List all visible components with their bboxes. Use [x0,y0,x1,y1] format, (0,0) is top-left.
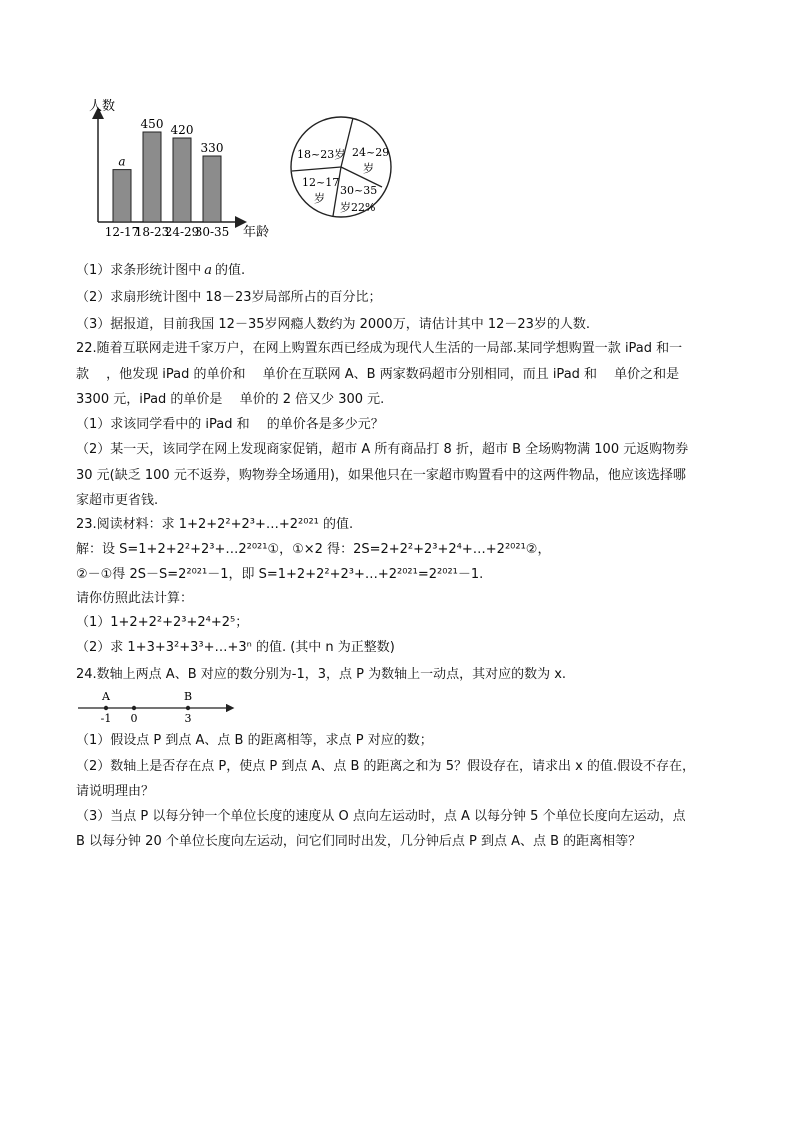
pie-label-12-17a: 12~17 [302,176,340,189]
q23-solution-line2: ②－①得 2S－S=2²⁰²¹－1，即 S=1+2+2²+2³+…+2²⁰²¹=2²⁰²¹－1. [76,567,484,582]
bar-category-label: 30-35 [194,225,230,239]
x-axis-label: 年龄 [243,225,270,240]
q21-part2: （2）求扇形统计图中 18－23岁局部所占的百分比； [76,290,382,305]
pie-label-18-23: 18~23岁 [297,148,346,161]
q23-title: 23.阅读材料：求 1+2+2²+2³+…+2²⁰²¹ 的值. [76,517,354,532]
bar-chart [86,92,286,242]
number-line-point-name: A [102,690,110,703]
number-line-tick-label: 3 [184,712,192,724]
q22-part2-line2: 30 元(缺乏 100 元不返券，购物券全场通用)，如果他只在一家超市购置看中的这两件物品，他应该选择哪 [76,468,686,483]
pie-label-24-29b: 岁 [363,162,374,175]
y-axis-label: 人数 [89,99,116,114]
bar-value-label: a [118,154,126,169]
number-line-point [104,706,108,710]
bar-30-35 [203,156,221,222]
q22-line3: 3300 元，iPad 的单价是 单价的 2 倍又少 300 元. [76,392,385,407]
bar-category-label: 24-29 [164,225,200,239]
number-line-point [132,706,136,710]
number-line-tick-label: -1 [100,712,112,724]
bar-12-17 [113,170,131,222]
q22-part2-line1: （2）某一天，该同学在网上发现商家促销，超市 A 所有商品打 8 折，超市 B 全场购物满 100 元返购物券 [76,442,689,457]
q24-title: 24.数轴上两点 A、B 对应的数分别为-1，3，点 P 为数轴上一动点，其对应的数为 x. [76,667,567,682]
q24-part2-line2: 请说明理由？ [76,784,155,799]
bar-24-29 [173,138,191,222]
number-line-point-name: B [183,690,193,703]
number-line-tick-label: 0 [130,712,138,724]
q21-part3: （3）据报道，目前我国 12－35岁网瘾人数约为 2000万，请估计其中 12－23岁的人数. [76,317,591,332]
q22-part1: （1）求该同学看中的 iPad 和 的单价各是多少元？ [76,417,384,432]
pie-label-30-35b: 岁22% [340,201,376,214]
pie-label-24-29a: 24~29 [352,146,390,159]
pie-label-30-35a: 30~35 [340,184,378,197]
q23-part1: （1）1+2+2²+2³+2⁴+2⁵； [76,615,249,630]
number-line [76,690,246,724]
q23-solution-line1: 解：设 S=1+2+2²+2³+…2²⁰²¹①，①×2 得：2S=2+2²+2³+2⁴+…+2²⁰²¹②， [76,542,551,557]
q21-part1: （1）求条形统计图中 a 的值. [76,263,246,278]
bar-18-23 [143,132,161,222]
pie-divider [292,167,341,171]
q24-part2-line1: （2）数轴上是否存在点 P，使点 P 到点 A、点 B 的距离之和为 5？假设存在，请求出 x 的值.假设不存在， [76,759,696,774]
q23-instruction: 请你仿照此法计算： [76,591,194,606]
q23-part2: （2）求 1+3+3²+3³+…+3ⁿ 的值. (其中 n 为正整数) [76,640,395,655]
number-line-point [186,706,190,710]
pie-label-12-17b: 岁 [314,192,325,205]
q24-part3-line2: B 以每分钟 20 个单位长度向左运动，问它们同时出发，几分钟后点 P 到点 A、点 B 的距离相等？ [76,834,642,849]
q24-part1: （1）假设点 P 到点 A、点 B 的距离相等，求点 P 对应的数； [76,733,433,748]
bar-value-label: 330 [200,141,224,155]
bar-value-label: 450 [140,117,164,131]
q24-part3-line1: （3）当点 P 以每分钟一个单位长度的速度从 O 点向左运动时，点 A 以每分钟 5 个单位长度向左运动，点 [76,809,686,824]
q22-line1: 22.随着互联网走进千家万户，在网上购置东西已经成为现代人生活的一局部.某同学想购置一款 iPad 和一 [76,341,683,356]
bar-category-label: 12-17 [104,225,140,239]
q22-line2: 款 ，他发现 iPad 的单价和 单价在互联网 A、B 两家数码超市分别相同，而且 iPad 和 单价之和是 [76,367,680,382]
bar-value-label: 420 [170,123,194,137]
q22-part2-line3: 家超市更省钱. [76,493,159,508]
pie-chart [288,114,394,220]
bar-category-label: 18-23 [134,225,170,239]
